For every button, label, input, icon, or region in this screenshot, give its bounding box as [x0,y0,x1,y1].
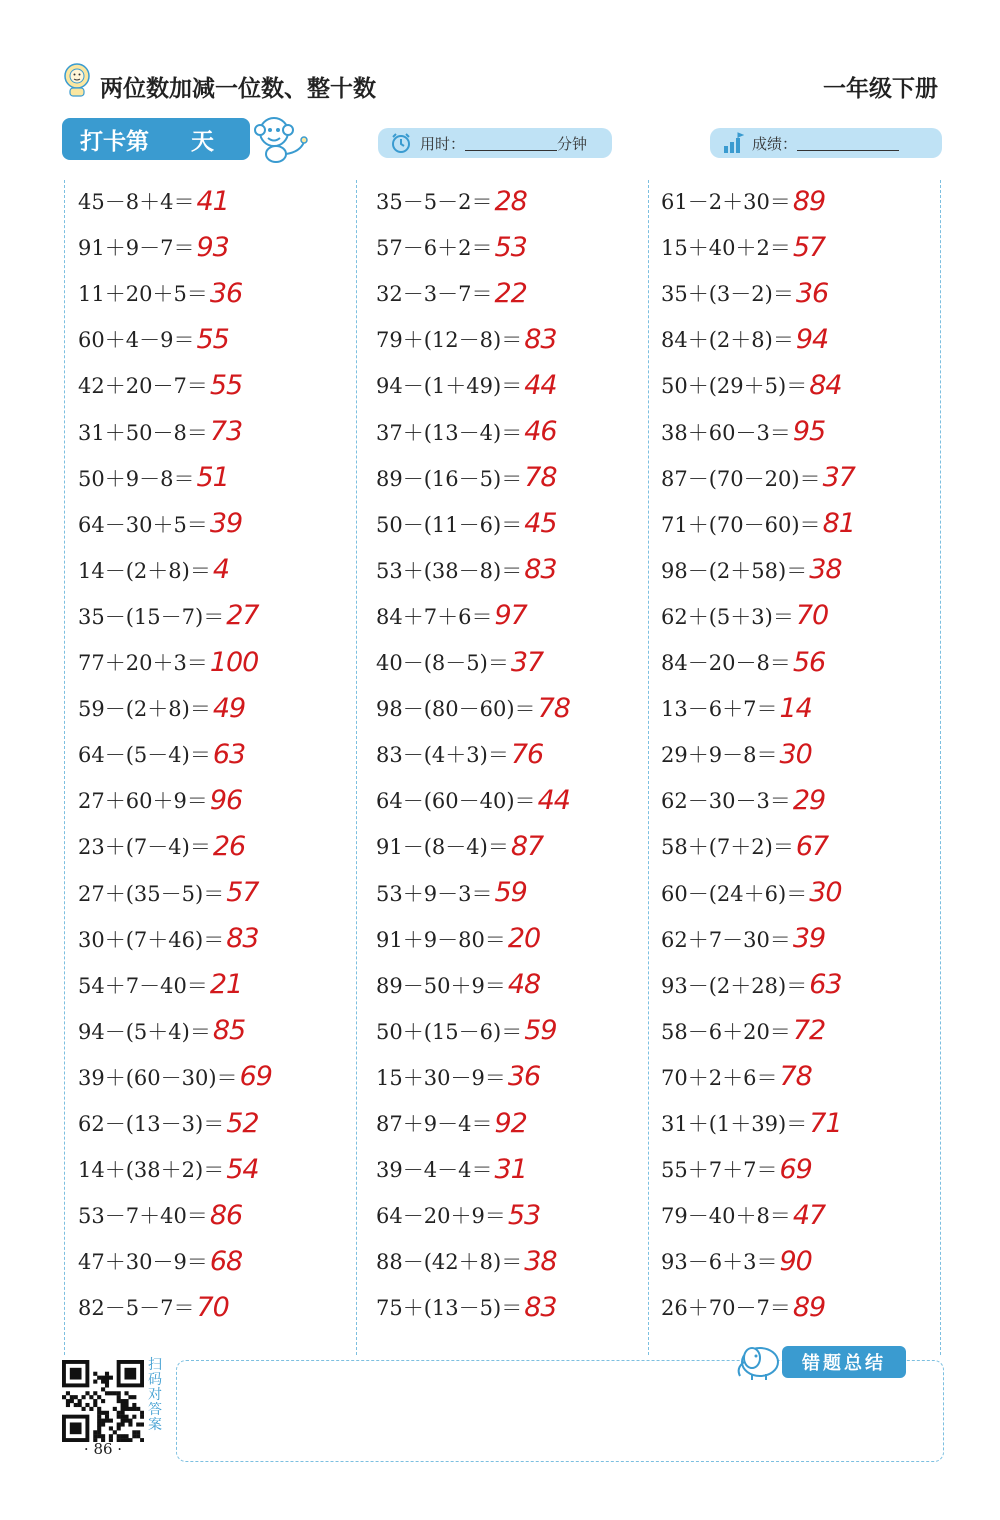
handwritten-answer[interactable]: 94 [795,323,829,355]
handwritten-answer[interactable]: 63 [809,969,842,1001]
handwritten-answer[interactable]: 69 [239,1061,272,1093]
time-blank[interactable] [465,136,557,151]
handwritten-answer[interactable]: 37 [822,462,855,494]
problem-expression: 60＋4－9＝ [78,328,195,353]
handwritten-answer[interactable]: 14 [779,692,812,724]
problem-row [376,1192,540,1238]
problem-row [661,731,812,777]
problem-row [376,593,527,639]
problem-expression: 91＋9－7＝ [78,236,195,261]
handwritten-answer[interactable]: 83 [524,554,557,586]
problem-expression: 53＋9－3＝ [376,881,493,906]
problem-row [376,731,543,777]
problem-expression: 64－(60－40)＝ [376,789,536,814]
time-label: 用时： [420,134,466,153]
problem-row [661,1054,812,1100]
problem-row [661,455,855,501]
handwritten-answer[interactable]: 81 [822,508,855,540]
handwritten-answer[interactable]: 85 [212,1015,246,1047]
column-divider [940,180,941,1355]
time-unit: 分钟 [557,134,588,153]
chart-flag-icon [722,132,744,154]
handwritten-answer[interactable]: 22 [494,277,527,309]
problem-row [661,178,825,224]
problem-row [78,1238,242,1284]
column-divider [648,180,649,1355]
handwritten-answer[interactable]: 56 [792,646,826,678]
handwritten-answer[interactable]: 89 [792,1291,826,1323]
handwritten-answer[interactable]: 37 [510,646,544,678]
handwritten-answer[interactable]: 48 [507,969,541,1001]
problem-row [78,224,229,270]
problem-row [661,593,828,639]
qr-code-icon[interactable] [62,1360,144,1442]
problem-expression: 45－8＋4＝ [78,190,195,214]
problem-expression: 15＋30－9＝ [376,1065,506,1090]
problem-expression: 62－30－3＝ [661,789,791,814]
problem-row [376,501,557,547]
handwritten-answer[interactable]: 4 [212,554,230,586]
handwritten-answer[interactable]: 78 [537,692,570,724]
problem-expression: 64－30＋5＝ [78,512,208,537]
problem-row [376,362,557,408]
handwritten-answer[interactable]: 47 [792,1199,826,1231]
handwritten-answer[interactable]: 95 [792,416,826,447]
elephant-icon [732,1340,784,1382]
handwritten-answer[interactable]: 21 [209,969,243,1001]
problem-expression: 61－2＋30＝ [661,190,791,214]
problem-expression: 89－50＋9＝ [376,973,506,998]
problem-expression: 91－(8－4)＝ [376,835,509,860]
handwritten-answer[interactable]: 30 [779,738,812,770]
problem-expression: 14－(2＋8)＝ [78,558,211,583]
problem-expression: 58＋(7＋2)＝ [661,835,794,860]
handwritten-answer[interactable]: 57 [226,877,259,908]
summary-label: 错题总结 [782,1346,906,1378]
handwritten-answer[interactable]: 38 [809,554,842,586]
problem-expression: 27＋60＋9＝ [78,789,208,814]
problem-expression: 50＋(29＋5)＝ [661,374,808,399]
problem-expression: 31＋50－8＝ [78,420,208,445]
handwritten-answer[interactable]: 31 [494,1153,527,1185]
handwritten-answer[interactable]: 86 [209,1199,243,1231]
problem-row [78,1192,242,1238]
handwritten-answer[interactable]: 68 [209,1245,243,1277]
problem-expression: 42＋20－7＝ [78,374,208,399]
problem-expression: 77＋20＋3＝ [78,651,208,675]
handwritten-answer[interactable]: 41 [196,185,229,217]
problem-expression: 40－(8－5)＝ [376,651,509,675]
problem-expression: 11＋20＋5＝ [78,282,208,307]
problem-expression: 53＋(38－8)＝ [376,558,523,583]
problem-row [78,593,259,639]
handwritten-answer[interactable]: 20 [507,923,541,955]
column-divider [356,180,357,1355]
problem-expression: 84－20－8＝ [661,651,791,675]
problem-row [376,823,543,869]
handwritten-answer[interactable]: 51 [196,462,229,494]
handwritten-answer[interactable]: 96 [209,784,243,816]
problem-expression: 84＋7＋6＝ [376,604,493,629]
problem-row [376,870,527,916]
problem-row [78,870,259,916]
checkin-label: 打卡第 [80,128,149,155]
problem-row [78,1100,259,1146]
problem-row [78,1008,245,1054]
handwritten-answer[interactable]: 45 [524,508,557,540]
handwritten-answer[interactable]: 72 [792,1015,826,1047]
problem-row [376,916,540,962]
problem-row [661,547,842,593]
handwritten-answer[interactable]: 49 [212,692,246,724]
handwritten-answer[interactable]: 57 [792,231,826,263]
problem-row [661,777,825,823]
handwritten-answer[interactable]: 69 [779,1153,812,1185]
problem-expression: 58－6＋20＝ [661,1019,791,1044]
problem-expression: 57－6＋2＝ [376,236,493,261]
problem-row [376,316,557,362]
problem-expression: 47＋30－9＝ [78,1250,208,1275]
problem-row [661,962,842,1008]
problem-row [661,1008,825,1054]
problem-expression: 71＋(70－60)＝ [661,512,821,537]
problem-expression: 50＋(15－6)＝ [376,1019,523,1044]
problem-row [661,501,855,547]
problem-expression: 15＋40＋2＝ [661,236,791,261]
handwritten-answer[interactable]: 27 [226,600,259,632]
problem-expression: 39－4－4＝ [376,1158,493,1183]
problem-expression: 38＋60－3＝ [661,420,791,445]
problem-row [376,547,557,593]
problem-expression: 87＋9－4＝ [376,1112,493,1136]
problem-expression: 55＋7＋7＝ [661,1158,778,1183]
handwritten-answer[interactable]: 70 [196,1291,229,1323]
problem-row [661,823,828,869]
problem-row [376,1008,557,1054]
problem-expression: 79＋(12－8)＝ [376,328,523,353]
handwritten-answer[interactable]: 30 [809,877,842,908]
handwritten-answer[interactable]: 87 [510,830,544,862]
monkey-mascot-icon [252,112,312,164]
problem-row [78,731,245,777]
handwritten-answer[interactable]: 36 [209,277,243,309]
problem-row [78,455,229,501]
problem-row [376,409,557,455]
checkin-day-label: 天 [191,128,214,155]
problem-expression: 62－(13－3)＝ [78,1112,225,1136]
handwritten-answer[interactable]: 67 [795,830,829,862]
problem-expression: 89－(16－5)＝ [376,466,523,491]
handwritten-answer[interactable]: 78 [524,462,557,494]
handwritten-answer[interactable]: 55 [209,369,243,401]
handwritten-answer[interactable]: 97 [494,600,527,632]
handwritten-answer[interactable]: 90 [779,1245,812,1277]
handwritten-answer[interactable]: 73 [209,416,243,447]
problem-row [78,962,242,1008]
problem-expression: 31＋(1＋39)＝ [661,1112,808,1136]
problem-row [661,1192,825,1238]
problem-expression: 91＋9－80＝ [376,927,506,952]
problem-expression: 62＋(5＋3)＝ [661,604,794,629]
problem-row [661,316,828,362]
handwritten-answer[interactable]: 89 [792,185,826,217]
checkin-banner [62,118,250,160]
problem-row [376,962,540,1008]
problem-expression: 60－(24＋6)＝ [661,881,808,906]
problem-expression: 13－6＋7＝ [661,697,778,722]
problem-expression: 39＋(60－30)＝ [78,1065,238,1090]
handwritten-answer[interactable]: 54 [226,1153,259,1185]
problem-row [78,270,242,316]
score-label: 成绩： [752,134,798,153]
problem-row [661,916,825,962]
problem-expression: 23＋(7－4)＝ [78,835,211,860]
problem-row [661,1238,812,1284]
problem-row [661,639,825,685]
problem-row [661,870,842,916]
column-divider [64,180,65,1355]
problem-expression: 53－7＋40＝ [78,1204,208,1229]
problem-row [78,501,242,547]
problem-row [376,639,543,685]
problem-expression: 30＋(7＋46)＝ [78,927,225,952]
handwritten-answer[interactable]: 71 [809,1107,842,1139]
handwritten-answer[interactable]: 55 [196,323,229,355]
problem-row [376,1146,527,1192]
problem-row [376,1238,557,1284]
problem-expression: 98－(80－60)＝ [376,697,536,722]
problem-expression: 27＋(35－5)＝ [78,881,225,906]
problem-expression: 84＋(2＋8)＝ [661,328,794,353]
handwritten-answer[interactable]: 53 [494,231,527,263]
problem-row [78,639,258,685]
problem-expression: 29＋9－8＝ [661,743,778,768]
problem-row [661,362,842,408]
handwritten-answer[interactable]: 100 [209,646,259,678]
problem-expression: 64－(5－4)＝ [78,743,211,768]
problem-expression: 83－(4＋3)＝ [376,743,509,768]
problem-row [78,547,229,593]
problem-expression: 59－(2＋8)＝ [78,697,211,722]
problem-row [376,178,527,224]
problem-expression: 35＋(3－2)＝ [661,282,794,307]
problem-row [78,362,242,408]
handwritten-answer[interactable]: 29 [792,784,826,816]
handwritten-answer[interactable]: 83 [226,923,259,955]
handwritten-answer[interactable]: 84 [809,369,842,401]
grade-label: 一年级下册 [823,76,938,102]
score-field[interactable] [710,128,942,158]
handwritten-answer[interactable]: 39 [209,508,243,540]
time-field[interactable] [378,128,612,158]
problem-row [661,1146,812,1192]
problem-expression: 82－5－7＝ [78,1296,195,1321]
problem-expression: 35－(15－7)＝ [78,604,225,629]
problem-row [78,916,259,962]
handwritten-answer[interactable]: 93 [196,231,229,263]
problem-expression: 94－(1＋49)＝ [376,374,523,399]
problem-row [78,1284,229,1330]
handwritten-answer[interactable]: 39 [792,923,826,955]
handwritten-answer[interactable]: 76 [510,738,544,770]
handwritten-answer[interactable]: 83 [524,323,557,355]
problem-expression: 54＋7－40＝ [78,973,208,998]
problem-expression: 70＋2＋6＝ [661,1065,778,1090]
problem-row [78,823,245,869]
problem-row [78,685,245,731]
problem-row [661,1284,825,1330]
lion-logo-icon [62,62,92,98]
problem-expression: 62＋7－30＝ [661,927,791,952]
problem-row [661,224,825,270]
handwritten-answer[interactable]: 78 [779,1061,812,1093]
problem-expression: 88－(42＋8)＝ [376,1250,523,1275]
problem-expression: 50＋9－8＝ [78,466,195,491]
problem-row [78,1054,272,1100]
problem-expression: 26＋70－7＝ [661,1296,791,1321]
problem-expression: 93－6＋3＝ [661,1250,778,1275]
problem-expression: 75＋(13－5)＝ [376,1296,523,1321]
problem-row [376,455,557,501]
problem-row [78,178,229,224]
problem-row [78,316,229,362]
problem-row [78,409,242,455]
problem-row [376,1284,557,1330]
problem-row [376,1100,527,1146]
handwritten-answer[interactable]: 52 [226,1107,259,1139]
handwritten-answer[interactable]: 38 [524,1245,557,1277]
problem-expression: 35－5－2＝ [376,190,493,214]
problem-expression: 94－(5＋4)＝ [78,1019,211,1044]
handwritten-answer[interactable]: 44 [524,369,557,401]
handwritten-answer[interactable]: 92 [494,1107,527,1139]
problem-expression: 64－20＋9＝ [376,1204,506,1229]
page-title: 两位数加减一位数、整十数 [100,76,376,102]
alarm-clock-icon [390,132,412,154]
problem-row [78,1146,259,1192]
handwritten-answer[interactable]: 63 [212,738,246,770]
score-blank[interactable] [797,136,899,151]
problem-row [78,777,242,823]
problem-expression: 79－40＋8＝ [661,1204,791,1229]
problem-row [661,685,812,731]
handwritten-answer[interactable]: 44 [537,784,570,816]
page-number: · 86 · [83,1440,123,1458]
problem-row [376,777,570,823]
problem-expression: 37＋(13－4)＝ [376,420,523,445]
handwritten-answer[interactable]: 36 [795,277,829,309]
problem-row [376,685,570,731]
handwritten-answer[interactable]: 59 [494,877,527,908]
problem-row [376,1054,540,1100]
problem-row [376,224,527,270]
handwritten-answer[interactable]: 28 [494,185,527,217]
problem-expression: 98－(2＋58)＝ [661,558,808,583]
handwritten-answer[interactable]: 46 [524,416,557,447]
handwritten-answer[interactable]: 70 [795,600,829,632]
problem-expression: 93－(2＋28)＝ [661,973,808,998]
problem-row [661,270,828,316]
problem-row [661,409,825,455]
problem-expression: 50－(11－6)＝ [376,512,523,537]
problem-row [661,1100,842,1146]
problem-row [376,270,527,316]
handwritten-answer[interactable]: 36 [507,1061,541,1093]
handwritten-answer[interactable]: 59 [524,1015,557,1047]
problem-expression: 87－(70－20)＝ [661,466,821,491]
handwritten-answer[interactable]: 83 [524,1291,557,1323]
handwritten-answer[interactable]: 53 [507,1199,541,1231]
qr-caption: 扫码对答案 [148,1357,162,1433]
problem-expression: 14＋(38＋2)＝ [78,1158,225,1183]
problem-expression: 32－3－7＝ [376,282,493,307]
handwritten-answer[interactable]: 26 [212,830,246,862]
